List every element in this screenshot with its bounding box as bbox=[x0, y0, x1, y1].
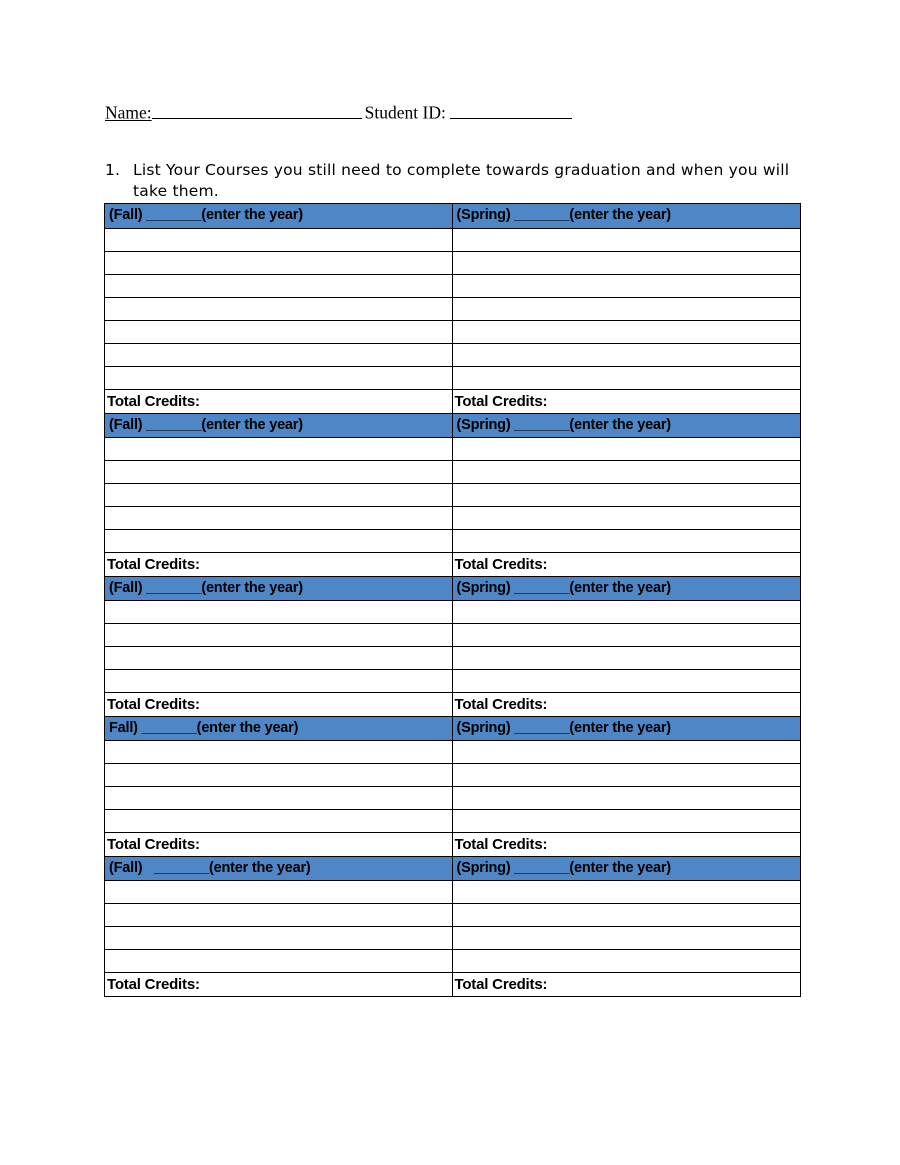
course-entry-cell[interactable] bbox=[453, 787, 801, 809]
semester-section bbox=[105, 856, 800, 996]
course-entry-cell[interactable] bbox=[453, 438, 801, 460]
total-credits-label: Total Credits: bbox=[107, 393, 200, 410]
total-credits-cell[interactable] bbox=[105, 973, 453, 996]
course-entry-cell[interactable] bbox=[453, 275, 801, 297]
semester-section bbox=[105, 413, 800, 576]
course-entry-cell[interactable] bbox=[105, 321, 453, 343]
course-entry-cell[interactable] bbox=[453, 881, 801, 903]
total-credits-cell[interactable] bbox=[453, 693, 801, 716]
course-entry-cell[interactable] bbox=[105, 461, 453, 483]
course-row bbox=[105, 274, 800, 297]
course-entry-cell[interactable] bbox=[453, 461, 801, 483]
spring-header-cell[interactable]: (Spring) _______(enter the year) bbox=[456, 720, 671, 736]
course-row bbox=[105, 483, 800, 506]
course-row bbox=[105, 880, 800, 903]
course-entry-cell[interactable] bbox=[105, 275, 453, 297]
course-entry-cell[interactable] bbox=[105, 344, 453, 366]
course-row bbox=[105, 460, 800, 483]
course-row bbox=[105, 903, 800, 926]
course-entry-cell[interactable] bbox=[105, 950, 453, 972]
course-row bbox=[105, 600, 800, 623]
student-id-label: Student ID: bbox=[364, 102, 446, 123]
semester-header-row bbox=[105, 576, 800, 600]
total-credits-label: Total Credits: bbox=[454, 836, 548, 853]
total-credits-cell[interactable] bbox=[453, 390, 801, 413]
course-entry-cell[interactable] bbox=[453, 367, 801, 389]
total-credits-row bbox=[105, 972, 800, 996]
semester-header-row bbox=[105, 856, 800, 880]
course-entry-cell[interactable] bbox=[453, 321, 801, 343]
course-row bbox=[105, 646, 800, 669]
course-entry-cell[interactable] bbox=[453, 252, 801, 274]
spring-header-cell[interactable]: (Spring) _______(enter the year) bbox=[456, 860, 671, 876]
course-row bbox=[105, 763, 800, 786]
total-credits-cell[interactable] bbox=[453, 833, 801, 856]
course-entry-cell[interactable] bbox=[453, 229, 801, 251]
course-row bbox=[105, 529, 800, 552]
student-id-blank[interactable] bbox=[450, 101, 572, 119]
total-credits-label: Total Credits: bbox=[107, 976, 200, 993]
course-entry-cell[interactable] bbox=[105, 229, 453, 251]
spring-header-cell[interactable]: (Spring) _______(enter the year) bbox=[456, 417, 671, 433]
course-entry-cell[interactable] bbox=[105, 741, 453, 763]
total-credits-label: Total Credits: bbox=[454, 976, 548, 993]
fall-header-cell[interactable]: (Fall) _______(enter the year) bbox=[105, 414, 453, 437]
instruction-number: 1. bbox=[105, 161, 121, 179]
total-credits-label: Total Credits: bbox=[454, 393, 548, 410]
course-row bbox=[105, 669, 800, 692]
total-credits-row bbox=[105, 692, 800, 716]
name-id-line bbox=[105, 101, 805, 124]
course-entry-cell[interactable] bbox=[105, 298, 453, 320]
course-entry-cell[interactable] bbox=[105, 601, 453, 623]
course-entry-cell[interactable] bbox=[105, 787, 453, 809]
course-entry-cell[interactable] bbox=[105, 507, 453, 529]
course-entry-cell[interactable] bbox=[105, 624, 453, 646]
total-credits-cell[interactable] bbox=[453, 553, 801, 576]
course-entry-cell[interactable] bbox=[453, 530, 801, 552]
course-entry-cell[interactable] bbox=[105, 764, 453, 786]
course-entry-cell[interactable] bbox=[105, 810, 453, 832]
total-credits-row bbox=[105, 832, 800, 856]
total-credits-row bbox=[105, 552, 800, 576]
total-credits-row bbox=[105, 389, 800, 413]
total-credits-label: Total Credits: bbox=[454, 556, 548, 573]
total-credits-cell[interactable] bbox=[105, 693, 453, 716]
course-row bbox=[105, 926, 800, 949]
instruction-text: List Your Courses you still need to complete towards graduation and when you will take them. bbox=[133, 161, 790, 200]
course-entry-cell[interactable] bbox=[105, 881, 453, 903]
fall-header-cell[interactable]: Fall) _______(enter the year) bbox=[105, 717, 453, 740]
course-row bbox=[105, 949, 800, 972]
course-entry-cell[interactable] bbox=[105, 438, 453, 460]
course-entry-cell[interactable] bbox=[453, 344, 801, 366]
course-entry-cell[interactable] bbox=[453, 764, 801, 786]
course-entry-cell[interactable] bbox=[105, 484, 453, 506]
course-entry-cell[interactable] bbox=[453, 927, 801, 949]
spring-header-cell[interactable]: (Spring) _______(enter the year) bbox=[456, 207, 671, 223]
semester-header-row bbox=[105, 413, 800, 437]
course-entry-cell[interactable] bbox=[453, 507, 801, 529]
course-table bbox=[104, 203, 801, 997]
course-row bbox=[105, 623, 800, 646]
course-row bbox=[105, 228, 800, 251]
fall-header-cell[interactable]: (Fall) _______(enter the year) bbox=[105, 577, 453, 600]
course-entry-cell[interactable] bbox=[453, 624, 801, 646]
course-row bbox=[105, 786, 800, 809]
course-row bbox=[105, 437, 800, 460]
semester-header-row bbox=[105, 204, 800, 228]
course-entry-cell[interactable] bbox=[105, 927, 453, 949]
total-credits-label: Total Credits: bbox=[454, 696, 548, 713]
course-entry-cell[interactable] bbox=[453, 601, 801, 623]
semester-header-row bbox=[105, 716, 800, 740]
total-credits-cell[interactable] bbox=[105, 833, 453, 856]
course-entry-cell[interactable] bbox=[453, 950, 801, 972]
fall-header-cell[interactable]: (Fall) _______(enter the year) bbox=[105, 204, 453, 228]
course-entry-cell[interactable] bbox=[453, 904, 801, 926]
course-entry-cell[interactable] bbox=[453, 741, 801, 763]
course-entry-cell[interactable] bbox=[453, 484, 801, 506]
fall-header-cell[interactable]: (Fall) _______(enter the year) bbox=[105, 857, 453, 880]
course-row bbox=[105, 506, 800, 529]
course-row bbox=[105, 320, 800, 343]
total-credits-cell[interactable] bbox=[105, 390, 453, 413]
course-entry-cell[interactable] bbox=[105, 904, 453, 926]
instruction-item bbox=[105, 160, 810, 201]
total-credits-label: Total Credits: bbox=[107, 696, 200, 713]
course-entry-cell[interactable] bbox=[453, 298, 801, 320]
course-entry-cell[interactable] bbox=[105, 647, 453, 669]
name-label: Name: bbox=[105, 102, 152, 123]
course-row bbox=[105, 366, 800, 389]
course-entry-cell[interactable] bbox=[453, 647, 801, 669]
course-entry-cell[interactable] bbox=[453, 810, 801, 832]
course-entry-cell[interactable] bbox=[105, 530, 453, 552]
course-row bbox=[105, 740, 800, 763]
course-row bbox=[105, 297, 800, 320]
semester-section bbox=[105, 716, 800, 856]
course-row bbox=[105, 251, 800, 274]
total-credits-cell[interactable] bbox=[105, 553, 453, 576]
semester-section bbox=[105, 204, 800, 413]
name-blank[interactable] bbox=[152, 101, 362, 119]
spring-header-cell[interactable]: (Spring) _______(enter the year) bbox=[456, 580, 671, 596]
semester-section bbox=[105, 576, 800, 716]
course-entry-cell[interactable] bbox=[105, 367, 453, 389]
total-credits-label: Total Credits: bbox=[107, 836, 200, 853]
total-credits-label: Total Credits: bbox=[107, 556, 200, 573]
course-entry-cell[interactable] bbox=[453, 670, 801, 692]
total-credits-cell[interactable] bbox=[453, 973, 801, 996]
course-entry-cell[interactable] bbox=[105, 670, 453, 692]
course-row bbox=[105, 809, 800, 832]
course-entry-cell[interactable] bbox=[105, 252, 453, 274]
course-row bbox=[105, 343, 800, 366]
